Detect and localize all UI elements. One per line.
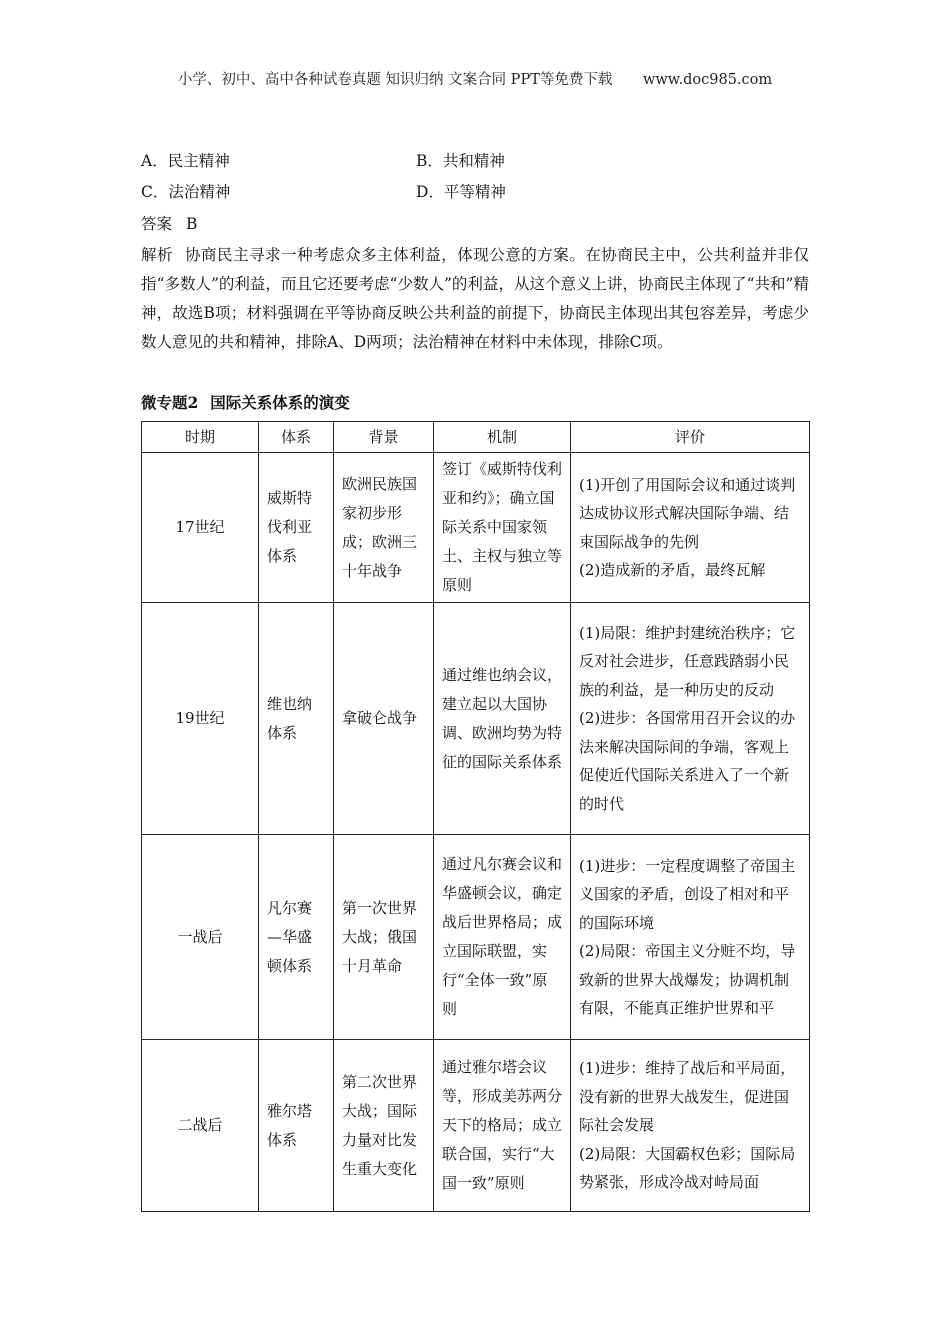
answer-line bbox=[141, 211, 197, 237]
answer-options bbox=[141, 148, 811, 210]
cell-mechanism: 签订《威斯特伐利亚和约》；确立国际关系中国家领土、主权与独立等原则 bbox=[434, 453, 571, 603]
header-evaluation: 评价 bbox=[571, 422, 810, 453]
cell-period: 二战后 bbox=[142, 1040, 259, 1212]
table-row bbox=[142, 1040, 810, 1212]
cell-evaluation bbox=[571, 603, 810, 835]
evaluation-point: (2)局限：大国霸权色彩；国际局势紧张，形成冷战对峙局面 bbox=[579, 1144, 796, 1192]
cell-system: 凡尔赛—华盛顿体系 bbox=[259, 835, 334, 1040]
table-header-row bbox=[142, 422, 810, 453]
option-a: A．民主精神 bbox=[141, 152, 230, 170]
table-row bbox=[142, 835, 810, 1040]
header-background: 背景 bbox=[334, 422, 434, 453]
header-period: 时期 bbox=[142, 422, 259, 453]
header-system: 体系 bbox=[259, 422, 334, 453]
page-header bbox=[0, 68, 950, 89]
cell-period: 一战后 bbox=[142, 835, 259, 1040]
header-text: 小学、初中、高中各种试卷真题 知识归纳 文案合同 PPT等免费下载 bbox=[177, 72, 613, 88]
evaluation-point: (1)进步：维持了战后和平局面，没有新的世界大战发生，促进国际社会发展 bbox=[579, 1059, 796, 1135]
option-c: C．法治精神 bbox=[141, 183, 231, 201]
cell-mechanism: 通过凡尔赛会议和华盛顿会议，确定战后世界格局；成立国际联盟，实行“全体一致”原则 bbox=[434, 835, 571, 1040]
option-d: D．平等精神 bbox=[415, 183, 506, 201]
cell-system: 威斯特伐利亚体系 bbox=[259, 453, 334, 603]
intl-relations-table bbox=[141, 421, 810, 1212]
option-b: B．共和精神 bbox=[415, 152, 505, 170]
answer-value: B bbox=[186, 215, 198, 233]
header-mechanism: 机制 bbox=[434, 422, 571, 453]
answer-label: 答案 bbox=[141, 215, 173, 233]
analysis-paragraph bbox=[141, 241, 809, 357]
analysis-text: 协商民主寻求一种考虑众多主体利益，体现公意的方案。在协商民主中，公共利益并非仅指“多数人”的利益，而且它还要考虑“少数人”的利益，从这个意义上讲，协商民主体现了“共和”精神，故选B项；材料强调在平等协商反映公共利益的前提下，协商民主体现出其包容差异，考虑少数人意见的共和精神，排除A、D两项；法治精神在材料中未体现，排除C项。 bbox=[141, 246, 809, 351]
table-row bbox=[142, 453, 810, 603]
cell-period: 17世纪 bbox=[142, 453, 259, 603]
cell-period: 19世纪 bbox=[142, 603, 259, 835]
cell-evaluation bbox=[571, 453, 810, 603]
table-row bbox=[142, 603, 810, 835]
evaluation-point: (2)进步：各国常用召开会议的办法来解决国际间的争端，客观上促使近代国际关系进入了一个新的时代 bbox=[579, 709, 796, 813]
cell-background: 拿破仑战争 bbox=[334, 603, 434, 835]
section-number: 微专题2 bbox=[141, 393, 199, 412]
section-title bbox=[141, 390, 350, 416]
cell-background: 欧洲民族国家初步形成；欧洲三十年战争 bbox=[334, 453, 434, 603]
cell-mechanism: 通过维也纳会议，建立起以大国协调、欧洲均势为特征的国际关系体系 bbox=[434, 603, 571, 835]
cell-evaluation bbox=[571, 1040, 810, 1212]
cell-evaluation bbox=[571, 835, 810, 1040]
cell-system: 维也纳体系 bbox=[259, 603, 334, 835]
cell-background: 第二次世界大战；国际力量对比发生重大变化 bbox=[334, 1040, 434, 1212]
cell-system: 雅尔塔体系 bbox=[259, 1040, 334, 1212]
cell-background: 第一次世界大战；俄国十月革命 bbox=[334, 835, 434, 1040]
cell-mechanism: 通过雅尔塔会议等，形成美苏两分天下的格局；成立联合国，实行“大国一致”原则 bbox=[434, 1040, 571, 1212]
evaluation-point: (2)造成新的矛盾，最终瓦解 bbox=[579, 561, 766, 579]
header-url[interactable]: www.doc985.com bbox=[642, 72, 773, 88]
section-title-text: 国际关系体系的演变 bbox=[210, 393, 350, 412]
evaluation-point: (1)局限：维护封建统治秩序；它反对社会进步，任意践踏弱小民族的利益，是一种历史的反动 bbox=[579, 623, 796, 699]
evaluation-point: (2)局限：帝国主义分赃不均，导致新的世界大战爆发；协调机制有限，不能真正维护世界和平 bbox=[579, 942, 796, 1017]
evaluation-point: (1)进步：一定程度调整了帝国主义国家的矛盾，创设了相对和平的国际环境 bbox=[579, 856, 796, 932]
evaluation-point: (1)开创了用国际会议和通过谈判达成协议形式解决国际争端、结束国际战争的先例 bbox=[579, 475, 796, 551]
analysis-label: 解析 bbox=[141, 246, 174, 264]
